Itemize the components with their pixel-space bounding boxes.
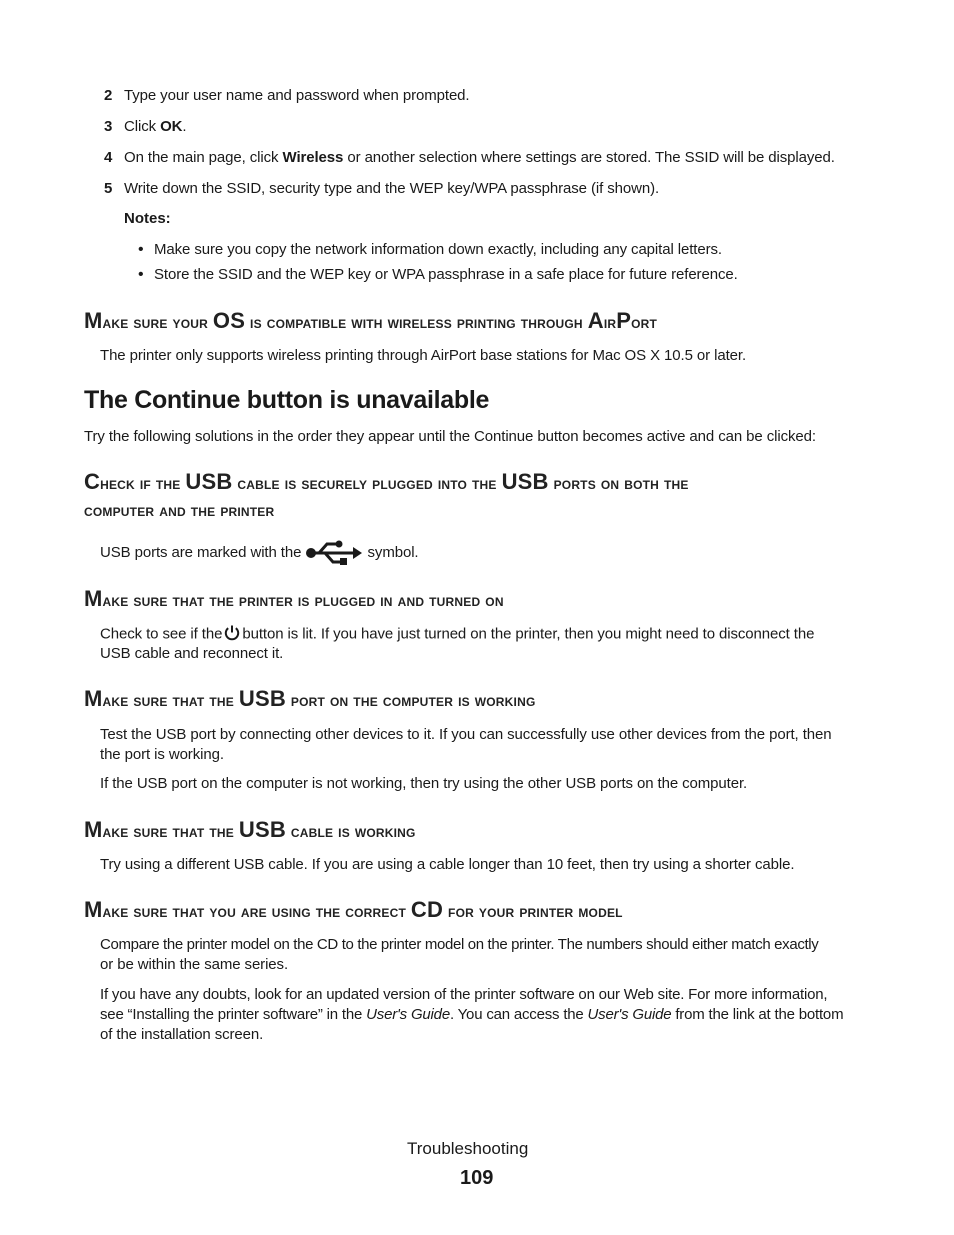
power-heading: Make sure that the printer is plugged in and turned on (84, 586, 504, 611)
ok-label: OK (160, 118, 183, 135)
airport-text: The printer only supports wireless printing through AirPort base stations for Mac OS X 10.5 or later. (100, 347, 747, 364)
section-title: The Continue button is unavailable (84, 386, 490, 414)
usb-cable-text: Try using a different USB cable. If you are using a cable longer than 10 feet, then try using a shorter cable. (100, 856, 795, 873)
notes-label: Notes: (124, 210, 171, 227)
users-guide-ref: User's Guide (366, 1006, 450, 1023)
power-text-post: button is lit. If you have just turned on the printer, then you might need to disconnect the (242, 625, 815, 643)
page-number: 109 (460, 1167, 494, 1189)
step-number: 4 (104, 149, 113, 166)
step-text-part: Click (124, 118, 161, 135)
usb-port-text-line2: the port is working. (100, 746, 224, 763)
cd-text-part: . You can access the (449, 1006, 588, 1023)
step-text (124, 148, 835, 168)
cd-text-2-line3: of the installation screen. (100, 1026, 264, 1043)
step-text-part: . (182, 118, 187, 135)
note-item: • Make sure you copy the network information down exactly, including any capital letters. (154, 240, 722, 260)
step-text-part: On the main page, click (124, 149, 283, 166)
usb-check-text-pre: USB ports are marked with the (100, 543, 302, 561)
step-text: Write down the SSID, security type and the WEP key/WPA passphrase (if shown). (124, 180, 660, 197)
usb-check-text (100, 540, 419, 566)
power-text-line2: USB cable and reconnect it. (100, 645, 284, 662)
usb-check-heading: Check if the USB cable is securely plugged into the USB ports on both the (84, 469, 689, 494)
step-number: 2 (104, 87, 113, 104)
cd-text: Compare the printer model on the CD to the printer model on the printer. The numbers should either match exactly (100, 936, 819, 953)
power-icon (222, 624, 242, 645)
step-text (124, 117, 186, 137)
cd-text-2: If you have any doubts, look for an updated version of the printer software on our Web site. For more information, (100, 986, 828, 1003)
power-text (100, 624, 814, 645)
usb-port-heading: Make sure that the USB port on the computer is working (84, 686, 536, 711)
wireless-label: Wireless (282, 149, 344, 166)
step-text-part: or another selection where settings are stored. The SSID will be displayed. (343, 149, 835, 166)
power-text-pre: Check to see if the (100, 625, 223, 643)
airport-heading: Make sure your OS is compatible with wireless printing through AirPort (84, 308, 658, 333)
step-text: Type your user name and password when prompted. (124, 87, 470, 104)
step-number: 5 (104, 180, 113, 197)
footer-label: Troubleshooting (407, 1139, 529, 1158)
cd-heading: Make sure that you are using the correct CD for your printer model (84, 897, 623, 922)
cd-text-part: from the link at the bottom (671, 1006, 844, 1023)
cd-text-2-line2 (100, 1005, 843, 1025)
note-item: • Store the SSID and the WEP key or WPA passphrase in a safe place for future reference. (154, 265, 738, 285)
cd-text-part: see “Installing the printer software” in the (100, 1006, 367, 1023)
usb-cable-heading: Make sure that the USB cable is working (84, 817, 416, 842)
cd-text-line2: or be within the same series. (100, 956, 289, 973)
usb-check-heading-line2: computer and the printer (84, 501, 275, 520)
section-intro: Try the following solutions in the order they appear until the Continue button becomes active and can be clicked: (84, 428, 816, 445)
usb-check-text-post: symbol. (367, 543, 419, 561)
users-guide-ref: User's Guide (587, 1006, 672, 1023)
step-number: 3 (104, 118, 113, 135)
usb-port-text: Test the USB port by connecting other devices to it. If you can successfully use other devices from the port, then (100, 726, 832, 743)
usb-port-text-2: If the USB port on the computer is not working, then try using the other USB ports on the computer. (100, 775, 748, 792)
usb-icon (305, 540, 363, 566)
